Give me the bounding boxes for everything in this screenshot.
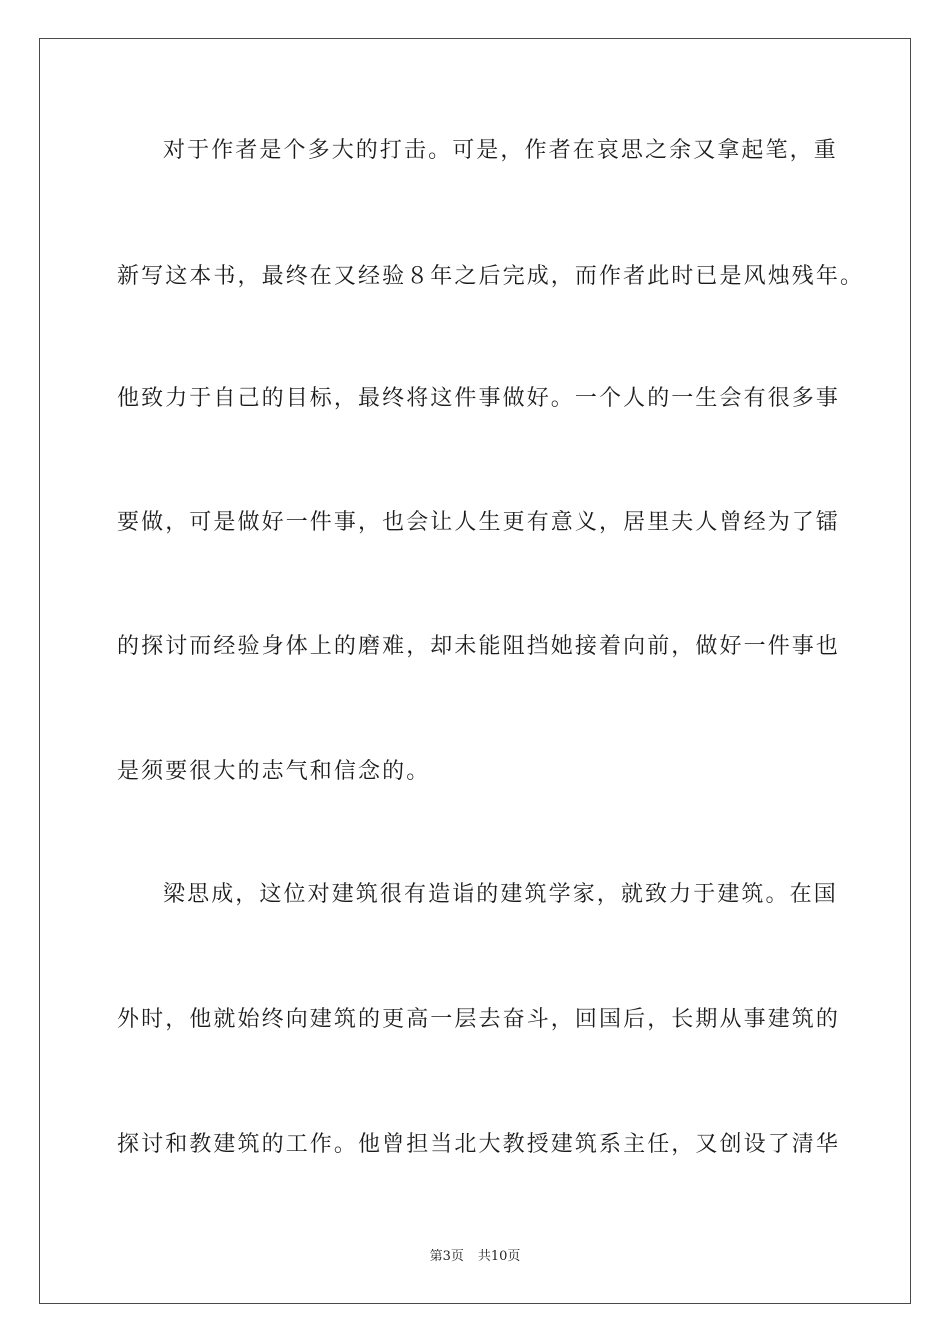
page-border — [39, 38, 911, 1304]
page-total: 共10页 — [477, 1249, 521, 1264]
page-footer — [0, 1248, 950, 1266]
paragraph-line-1: 对于作者是个多大的打击。可是，作者在哀思之余又拿起笔，重 — [163, 138, 838, 163]
paragraph-line-9: 探讨和教建筑的工作。他曾担当北大教授建筑系主任，又创设了清华 — [117, 1132, 841, 1157]
paragraph-line-8: 外时，他就始终向建筑的更高一层去奋斗，回国后，长期从事建筑的 — [117, 1007, 841, 1032]
paragraph-line-2: 新写这本书，最终在又经验８年之后完成，而作者此时已是风烛残年。 — [117, 264, 865, 289]
page-number: 第3页 — [429, 1249, 464, 1264]
paragraph-line-4: 要做，可是做好一件事，也会让人生更有意义，居里夫人曾经为了镭 — [117, 510, 841, 535]
paragraph-line-3: 他致力于自己的目标，最终将这件事做好。一个人的一生会有很多事 — [117, 386, 841, 411]
paragraph-line-7: 梁思成，这位对建筑很有造诣的建筑学家，就致力于建筑。在国 — [163, 882, 838, 907]
paragraph-line-5: 的探讨而经验身体上的磨难，却未能阻挡她接着向前，做好一件事也 — [117, 634, 841, 659]
paragraph-line-6: 是须要很大的志气和信念的。 — [117, 759, 431, 784]
